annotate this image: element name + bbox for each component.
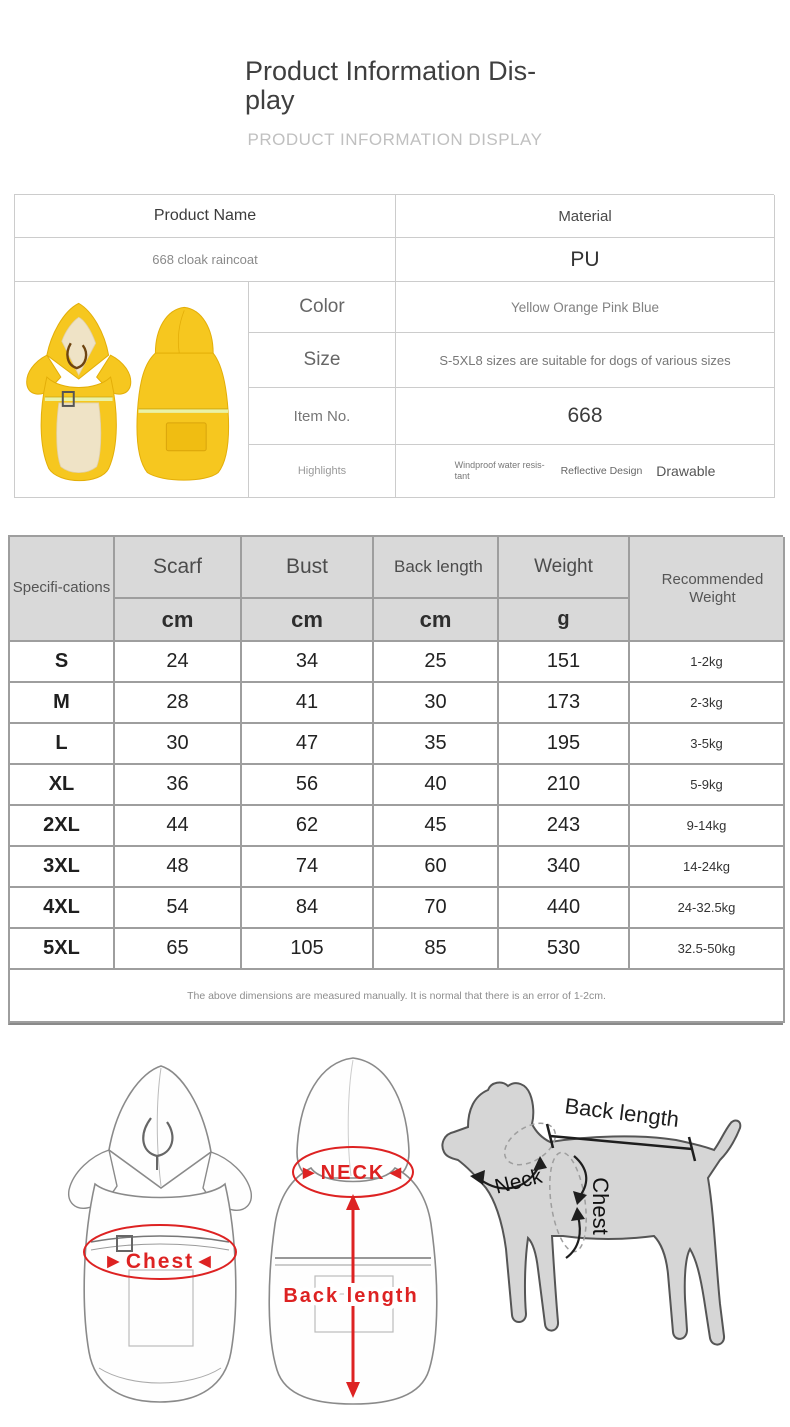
material-header: Material (396, 195, 775, 238)
scarf-value: 36 (115, 765, 242, 806)
back-length-value: 25 (374, 642, 499, 683)
product-name-value: 668 cloak raincoat (15, 238, 396, 282)
recommended-value: 32.5-50kg (630, 929, 785, 970)
chest-label: ►Chest◄ (103, 1250, 217, 1273)
highlight-reflective: Reflective Design (560, 465, 643, 477)
product-image (15, 282, 249, 498)
bust-value: 34 (242, 642, 374, 683)
back-length-value: 60 (374, 847, 499, 888)
size-label-cell: 5XL (10, 929, 115, 970)
back-length-value: 45 (374, 806, 499, 847)
color-value: Yellow Orange Pink Blue (396, 282, 775, 333)
item-no-label: Item No. (249, 388, 396, 445)
weight-value: 340 (499, 847, 630, 888)
weight-value: 151 (499, 642, 630, 683)
back-length-value: 40 (374, 765, 499, 806)
col-header-scarf: Scarf (115, 537, 242, 599)
color-label: Color (249, 282, 396, 333)
unit-bust: cm (242, 599, 374, 642)
back-length-value: 70 (374, 888, 499, 929)
product-info-table (14, 194, 774, 498)
recommended-value: 1-2kg (630, 642, 785, 683)
weight-value: 210 (499, 765, 630, 806)
raincoat-front-diagram (55, 1056, 265, 1412)
size-label-cell: 4XL (10, 888, 115, 929)
page-title-line2: play (245, 85, 295, 115)
recommended-value: 3-5kg (630, 724, 785, 765)
highlights-value (396, 445, 775, 498)
highlights-label: Highlights (249, 445, 396, 498)
weight-value: 530 (499, 929, 630, 970)
size-label-cell: 3XL (10, 847, 115, 888)
col-header-recommended: Recommended Weight (630, 537, 785, 642)
dog-measure-diagram (428, 1064, 780, 1374)
scarf-value: 44 (115, 806, 242, 847)
bust-value: 62 (242, 806, 374, 847)
scarf-value: 65 (115, 929, 242, 970)
recommended-value: 9-14kg (630, 806, 785, 847)
bust-value: 47 (242, 724, 374, 765)
weight-value: 195 (499, 724, 630, 765)
scarf-value: 30 (115, 724, 242, 765)
back-length-value: 85 (374, 929, 499, 970)
unit-scarf: cm (115, 599, 242, 642)
weight-value: 440 (499, 888, 630, 929)
page-subtitle: PRODUCT INFORMATION DISPLAY (247, 130, 543, 149)
size-value: S-5XL8 sizes are suitable for dogs of various sizes (396, 333, 775, 388)
size-label-cell: 2XL (10, 806, 115, 847)
unit-back-length: cm (374, 599, 499, 642)
dog-back-length-label: Back length (563, 1093, 681, 1132)
product-name-header: Product Name (15, 195, 396, 238)
unit-weight: g (499, 599, 630, 642)
scarf-value: 54 (115, 888, 242, 929)
recommended-value: 14-24kg (630, 847, 785, 888)
weight-value: 243 (499, 806, 630, 847)
size-label-cell: XL (10, 765, 115, 806)
col-header-back-length: Back length (374, 537, 499, 599)
recommended-value: 5-9kg (630, 765, 785, 806)
bust-value: 74 (242, 847, 374, 888)
bust-value: 56 (242, 765, 374, 806)
back-length-label: Back length (283, 1285, 419, 1307)
page-title (245, 57, 545, 115)
back-length-value: 35 (374, 724, 499, 765)
col-header-weight: Weight (499, 537, 630, 599)
neck-label: ►NECK◄ (298, 1162, 408, 1184)
recommended-value: 2-3kg (630, 683, 785, 724)
size-label-cell: M (10, 683, 115, 724)
raincoat-product-image (17, 285, 246, 495)
material-value: PU (396, 238, 775, 282)
page-title-line1: Product Information Dis- (245, 56, 537, 86)
scarf-value: 28 (115, 683, 242, 724)
size-label: Size (249, 333, 396, 388)
scarf-value: 48 (115, 847, 242, 888)
bust-value: 41 (242, 683, 374, 724)
back-length-value: 30 (374, 683, 499, 724)
highlight-drawable: Drawable (656, 463, 716, 479)
scarf-value: 24 (115, 642, 242, 683)
item-no-value: 668 (396, 388, 775, 445)
raincoat-back-diagram (253, 1052, 453, 1410)
size-label-cell: L (10, 724, 115, 765)
spec-header-cell: Specifi-cations (10, 537, 115, 642)
dog-neck-label: Neck (492, 1164, 545, 1199)
col-header-bust: Bust (242, 537, 374, 599)
bust-value: 105 (242, 929, 374, 970)
weight-value: 173 (499, 683, 630, 724)
measurement-note: The above dimensions are measured manually. It is normal that there is an error of 1-2cm. (10, 970, 785, 1023)
size-label-cell: S (10, 642, 115, 683)
highlight-windproof: Windproof water resis-tant (454, 459, 545, 481)
bust-value: 84 (242, 888, 374, 929)
dog-chest-label: Chest (588, 1177, 613, 1235)
recommended-value: 24-32.5kg (630, 888, 785, 929)
size-chart-table (8, 535, 783, 1025)
